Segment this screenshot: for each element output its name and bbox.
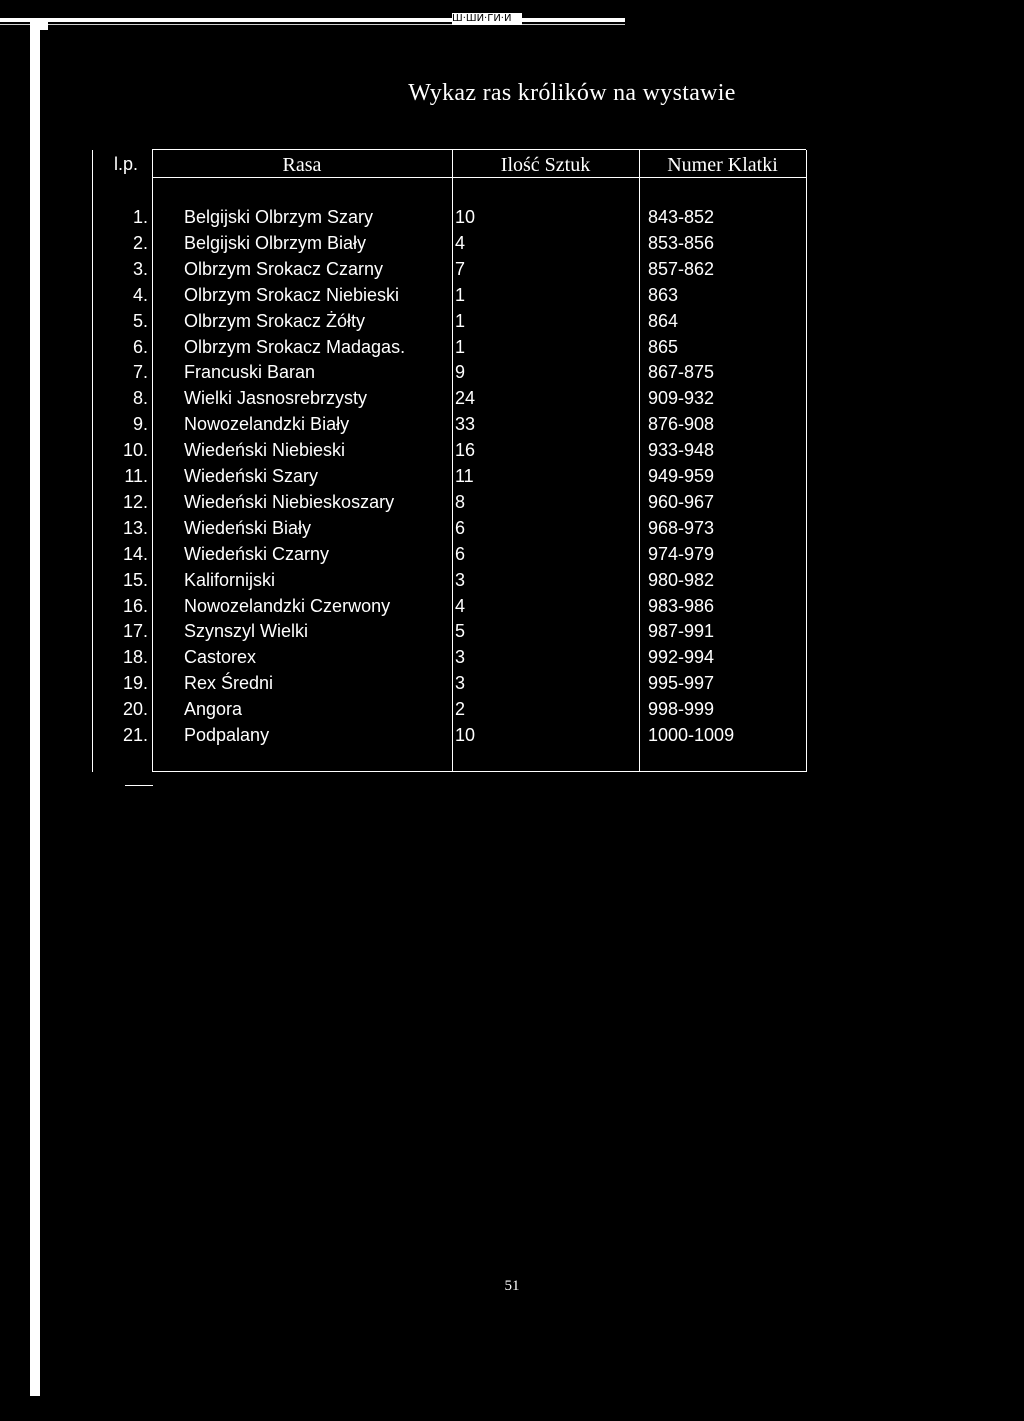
row-ilosc: 3 <box>455 647 466 668</box>
table-row <box>92 644 806 670</box>
row-numer: 933-948 <box>648 440 715 461</box>
row-ilosc: 7 <box>455 258 466 279</box>
row-rasa: Angora <box>184 699 243 720</box>
table-row <box>92 230 806 256</box>
table-row <box>92 282 806 308</box>
row-numer: 983-986 <box>648 595 715 616</box>
row-lp: 7. <box>132 362 148 383</box>
row-numer: 998-999 <box>648 699 715 720</box>
row-numer: 995-997 <box>648 673 715 694</box>
table-row <box>92 463 806 489</box>
row-numer: 968-973 <box>648 517 715 538</box>
row-numer: 857-862 <box>648 258 715 279</box>
row-rasa: Francuski Baran <box>184 362 316 383</box>
row-numer: 843-852 <box>648 207 715 227</box>
row-numer: 867-875 <box>648 362 715 383</box>
row-lp: 4. <box>132 284 148 305</box>
col-header-lp: l.p. <box>113 154 138 174</box>
table-row <box>92 567 806 593</box>
row-numer: 909-932 <box>648 388 715 409</box>
table-header-border <box>152 177 806 178</box>
row-numer: 853-856 <box>648 232 715 253</box>
page-title: Wykaz ras królików na wystawie <box>408 80 736 106</box>
row-ilosc: 10 <box>455 725 476 745</box>
row-ilosc: 1 <box>455 336 466 357</box>
row-rasa: Belgijski Olbrzym Biały <box>184 232 367 253</box>
table-row <box>92 411 806 437</box>
row-lp: 10. <box>122 440 148 461</box>
row-ilosc: 5 <box>455 621 466 642</box>
row-rasa: Wiedeński Szary <box>184 466 319 486</box>
row-rasa: Szynszyl Wielki <box>184 621 309 642</box>
row-rasa: Wiedeński Niebieski <box>184 440 346 461</box>
row-numer: 987-991 <box>648 621 715 642</box>
row-ilosc: 24 <box>455 388 476 409</box>
table-row <box>92 256 806 282</box>
row-rasa: Olbrzym Srokacz Czarny <box>184 258 384 279</box>
row-ilosc: 6 <box>455 517 466 538</box>
row-lp: 5. <box>132 310 148 331</box>
row-numer: 863 <box>648 284 679 305</box>
row-lp: 13. <box>122 517 148 538</box>
header-mark: Ш·ШЙ·ГИ·И <box>452 13 522 25</box>
row-numer: 974-979 <box>648 543 715 564</box>
row-numer: 949-959 <box>648 466 715 486</box>
row-ilosc: 1 <box>455 310 466 331</box>
row-numer: 992-994 <box>648 647 715 668</box>
table-row <box>92 593 806 619</box>
row-rasa: Kalifornijski <box>184 569 276 590</box>
row-lp: 12. <box>122 491 148 512</box>
table-row <box>92 385 806 411</box>
row-ilosc: 3 <box>455 673 466 694</box>
table-row <box>92 515 806 541</box>
row-lp: 21. <box>122 725 148 745</box>
row-lp: 18. <box>122 647 148 668</box>
table-row <box>92 489 806 515</box>
row-lp: 16. <box>122 595 148 616</box>
table-row <box>92 204 806 230</box>
table-corner-mark <box>125 785 153 786</box>
table-bottom-border <box>152 771 806 772</box>
row-rasa: Olbrzym Srokacz Madagas. <box>184 336 406 357</box>
row-numer: 1000-1009 <box>648 725 735 745</box>
table-row <box>92 670 806 696</box>
row-lp: 14. <box>122 543 148 564</box>
row-rasa: Rex Średni <box>184 673 274 694</box>
table-row <box>92 541 806 567</box>
table-row <box>92 334 806 360</box>
row-ilosc: 33 <box>455 414 476 435</box>
table-row <box>92 437 806 463</box>
row-ilosc: 16 <box>455 440 476 461</box>
table-row <box>92 722 806 748</box>
page-number: 51 <box>504 1278 520 1294</box>
top-rule <box>0 18 625 22</box>
row-ilosc: 1 <box>455 284 466 305</box>
table-row <box>92 359 806 385</box>
row-rasa: Wielki Jasnosrebrzysty <box>184 388 368 409</box>
row-lp: 6. <box>132 336 148 357</box>
row-lp: 1. <box>132 207 148 227</box>
row-lp: 20. <box>122 699 148 720</box>
row-numer: 960-967 <box>648 491 715 512</box>
col-header-numer: Numer Klatki <box>667 154 778 176</box>
table-row <box>92 696 806 722</box>
row-rasa: Wiedeński Niebieskoszary <box>184 491 395 512</box>
table-right-border <box>806 150 807 772</box>
row-lp: 19. <box>122 673 148 694</box>
row-ilosc: 6 <box>455 543 466 564</box>
row-numer: 865 <box>648 336 679 357</box>
row-ilosc: 3 <box>455 569 466 590</box>
table-top-border <box>152 149 806 150</box>
row-rasa: Castorex <box>184 647 257 668</box>
row-ilosc: 10 <box>455 207 476 227</box>
row-ilosc: 2 <box>455 699 466 720</box>
col-header-ilosc: Ilość Sztuk <box>500 154 591 176</box>
row-ilosc: 8 <box>455 491 466 512</box>
left-page-edge-inner <box>40 30 48 1396</box>
row-lp: 15. <box>122 569 148 590</box>
row-lp: 2. <box>132 232 148 253</box>
row-numer: 980-982 <box>648 569 715 590</box>
row-numer: 876-908 <box>648 414 715 435</box>
row-ilosc: 11 <box>455 466 474 486</box>
row-ilosc: 9 <box>455 362 466 383</box>
row-rasa: Podpalany <box>184 725 270 745</box>
row-lp: 17. <box>122 621 148 642</box>
row-lp: 8. <box>132 388 148 409</box>
row-ilosc: 4 <box>455 232 466 253</box>
row-numer: 864 <box>648 310 679 331</box>
table-row <box>92 308 806 334</box>
col-header-rasa: Rasa <box>282 154 322 176</box>
top-rule-thin <box>0 24 625 25</box>
row-rasa: Wiedeński Biały <box>184 517 312 538</box>
table-row <box>92 618 806 644</box>
row-rasa: Olbrzym Srokacz Niebieski <box>184 284 400 305</box>
row-rasa: Wiedeński Czarny <box>184 543 330 564</box>
row-rasa: Belgijski Olbrzym Szary <box>184 207 374 227</box>
row-lp: 9. <box>132 414 148 435</box>
row-rasa: Olbrzym Srokacz Żółty <box>184 310 366 331</box>
row-lp: 3. <box>132 258 148 279</box>
row-lp: 11. <box>124 466 148 486</box>
row-rasa: Nowozelandzki Biały <box>184 414 350 435</box>
row-rasa: Nowozelandzki Czerwony <box>184 595 391 616</box>
row-ilosc: 4 <box>455 595 466 616</box>
